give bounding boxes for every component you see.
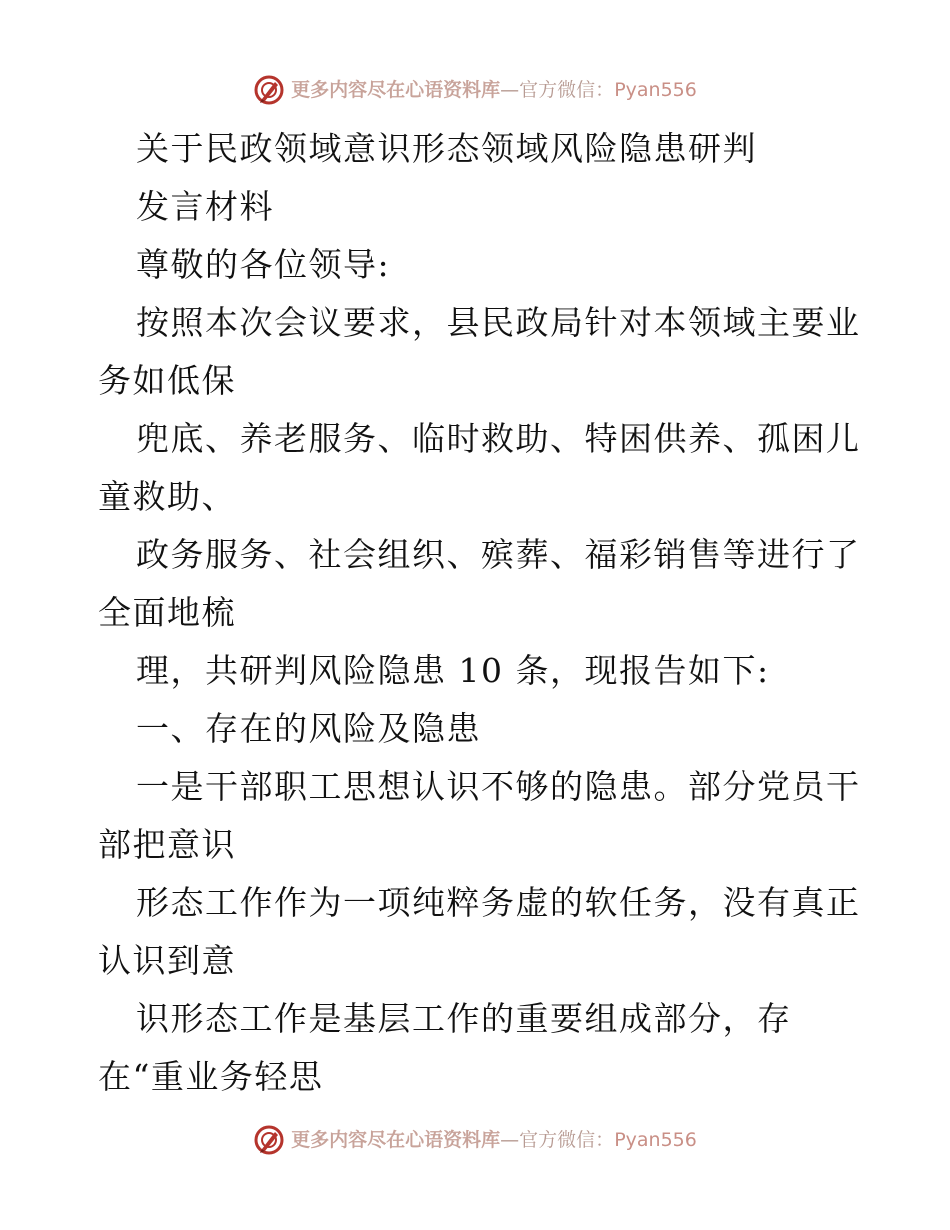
text-line: 兜底、养老服务、临时救助、特困供养、孤困儿: [136, 419, 861, 458]
watermark-id: Pyan556: [614, 1129, 697, 1151]
watermark-main: 更多内容尽在心语资料库: [291, 79, 501, 101]
red-circle-pen-logo-icon: [253, 74, 285, 106]
watermark-main: 更多内容尽在心语资料库: [291, 1129, 501, 1151]
text-line: 识形态工作是基层工作的重要组成部分，存: [136, 999, 792, 1038]
text-line: 关于民政领域意识形态领域风险隐患研判: [136, 129, 757, 168]
text-line: 部把意识: [98, 825, 236, 864]
text-line: 务如低保: [98, 361, 236, 400]
text-line: 一、存在的风险及隐患: [136, 709, 481, 748]
footer-watermark-banner: [0, 1120, 950, 1160]
watermark-text: [291, 74, 697, 106]
text-line: 理，共研判风险隐患 10 条，现报告如下:: [136, 651, 770, 690]
text-line: 政务服务、社会组织、殡葬、福彩销售等进行了: [136, 535, 861, 574]
text-line: 一是干部职工思想认识不够的隐患。部分党员干: [136, 767, 861, 806]
text-line: 童救助、: [98, 477, 236, 516]
text-line: 在“重业务轻思: [98, 1057, 324, 1096]
red-circle-pen-logo-icon: [253, 1124, 285, 1156]
watermark-sub: 官方微信：: [519, 79, 615, 101]
watermark-dash: —: [500, 1129, 520, 1151]
text-line: 发言材料: [136, 187, 274, 226]
text-line: 形态工作作为一项纯粹务虚的软任务，没有真正: [136, 883, 861, 922]
document-body: [98, 120, 861, 1106]
watermark-text: [291, 1124, 697, 1156]
text-line: 全面地梳: [98, 593, 236, 632]
text-line: 按照本次会议要求，县民政局针对本领域主要业: [136, 303, 861, 342]
watermark-dash: —: [500, 79, 520, 101]
watermark-sub: 官方微信：: [519, 1129, 615, 1151]
text-line: 认识到意: [98, 941, 236, 980]
watermark-id: Pyan556: [614, 79, 697, 101]
header-watermark-banner: [0, 70, 950, 110]
text-line: 尊敬的各位领导:: [136, 245, 391, 284]
